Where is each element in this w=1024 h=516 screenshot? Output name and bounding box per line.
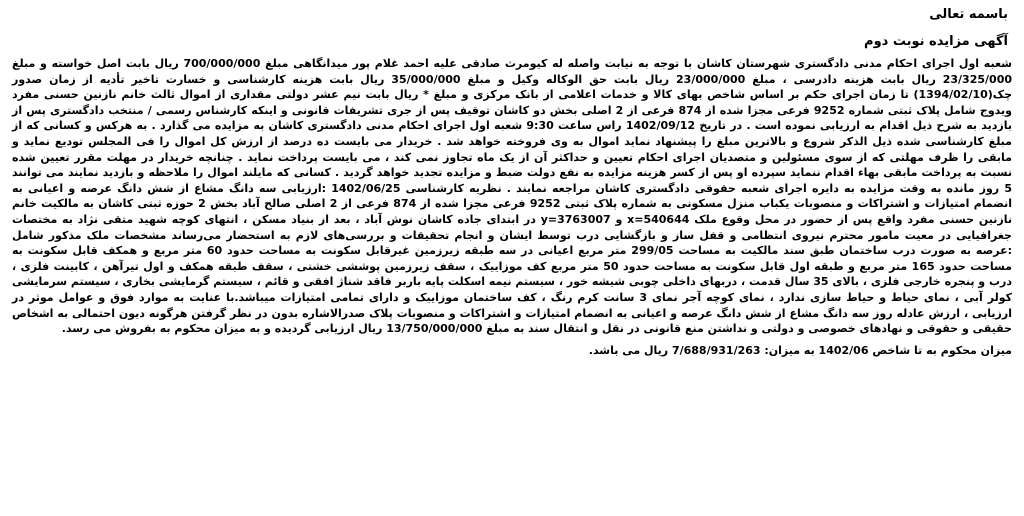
notice-body — [12, 56, 1012, 337]
greeting-heading: باسمه تعالی — [929, 7, 1008, 22]
judgment-amount-line: میزان محکوم به تا شاخص 1402/06 به میزان: 7/688/931/263 ریال می باشد. — [588, 343, 1012, 357]
notice-title: آگهی مزایده نوبت دوم — [864, 34, 1008, 49]
notice-paragraph: شعبه اول اجرای احکام مدنی دادگستری شهرستان کاشان با توجه به نیابت واصله له کیومرث صادقی علیه احمد غلام پور میدانگاهی مبلغ 700/000/000 ریال بابت اصل خواسته و مبلغ 23/325/000 ریال بابت هزینه دادرسی ، مبلغ 23/000/000 ریال بابت حق الوکاله وکیل و مبلغ 35/000/000 ریال بابت هزینه کارشناسی و خسارت تاخیر تأدیه از زمان صدور چک(1394/02/10) تا زمان اجرای حکم بر اساس شاخص بهای کالا و خدمات اعلامی از بانک مرکزی و مبلغ * ریال بابت نیم عشر دولتی مقداری از اموال ثالث خانم نازنین حسنی مفرد ویدوج شامل پلاک ثبتی شماره 9252 فرعی مجزا شده از 874 فرعی از 2 اصلی بخش دو کاشان توقیف پس از جری تشریفات قانونی و اینکه کارشناس رسمی / منتخب دادگستری پس از بازدید به شرح ذیل اقدام به ارزیابی نموده است . در تاریخ 1402/09/12 راس ساعت 9:30 شعبه اول اجرای احکام مدنی دادگستری کاشان به مزایده می گذارد . به هرکس و کسانی که از مبلغ کارشناسی شده ذیل الذکر شروع و بالاترین مبلغ را پیشنهاد نماید اموال به وی فروخته خواهد شد . خریدار می بایست ده درصد از ارزش کل اموال را فی المجلس تودیع نماید و مابقی را ظرف مهلتی که از سوی مسئولین و متصدیان اجرای احکام تعیین و حداکثر آن از یک ماه تجاوز نمی کند ، می بایست پرداخت نماید . چنانچه خریدار در مهلت مقرر تعیین شده نسبت به پرداخت مابقی بهاء اقدام ننماید سپرده او پس از کسر هزینه مزایده به نفع دولت ضبط و مزایده تجدید خواهد گردید . کسانی که مایلند اموال را ملاحظه و بازدید نمایند می توانند 5 روز مانده به وقت مزایده به دایره اجرای شعبه حقوقی دادگستری کاشان مراجعه نمایند . نظریه کارشناسی 1402/06/25 :ارزیابی سه دانگ مشاع از شش دانگ عرصه و اعیانی به انضمام امتیازات و اشتراکات و منصوبات یکباب منزل مسکونی به شماره پلاک ثبتی 9252 فرعی مجزا شده از 874 فرعی از 2 اصلی صالح آباد بخش 2 حوزه ثبتی کاشان به مالکیت خانم نازنین حسنی مفرد واقع پس از حضور در محل وقوع ملک x=540644 و y=3763007 در ابتدای جاده کاشان نوش آباد ، بعد از بنیاد مسکن ، انتهای کوچه شهید متقی نژاد به مختصات جغرافیایی در معیت مامور محترم نیروی انتظامی و قفل ساز و بازگشایی درب توسط ایشان و انجام تحقیقات و بررسی‌های لازم به استحضار می‌رساند مشخصات ملک مذکور شامل :عرصه به صورت درب ساختمان طبق سند مالکیت به مساحت 299/05 متر مربع اعیانی در سه طبقه زیرزمین غیرقابل سکونت به مساحت حدود 60 متر مربع و همکف قابل سکونت به مساحت حدود 165 متر مربع و طبقه اول قابل سکونت به مساحت حدود 50 متر مربع کف موزاییک ، سقف زیرزمین پوششی خشتی ، سقف طبقه همکف و اول تیرآهن ، کابینت فلزی ، درب و پنجره خارجی فلزی ، بالای 35 سال قدمت ، دربهای داخلی چوبی شیشه خور ، سیستم نیمه اسکلت پایه باربر فاقد شناژ افقی و قائم ، سیستم گرمایشی بخاری ، سیستم سرمایشی کولر آبی ، نمای حیاط و حیاط سازی ندارد ، نمای کوچه آجر نمای 3 سانت کرم رنگ ، کف ساختمان موزاییک و دارای تمامی امتیازات میباشد.با عنایت به موارد فوق و عوامل موثر در ارزیابی ، ارزش عادله روز سه دانگ مشاع از شش دانگ عرصه و اعیانی به انضمام امتیازات و اشتراکات و منصوبات پلاک صدرالاشاره بدون در نظر گرفتن هرگونه دیون احتمالی به اشخاص حقیقی و حقوقی و نهادهای خصوصی و دولتی و نداشتن منع قانونی در نقل و انتقال سند به مبلغ 13/750/000/000 ریال ارزیابی گردیده و به میزان محکوم به بفروش می رسد. — [12, 57, 1013, 336]
